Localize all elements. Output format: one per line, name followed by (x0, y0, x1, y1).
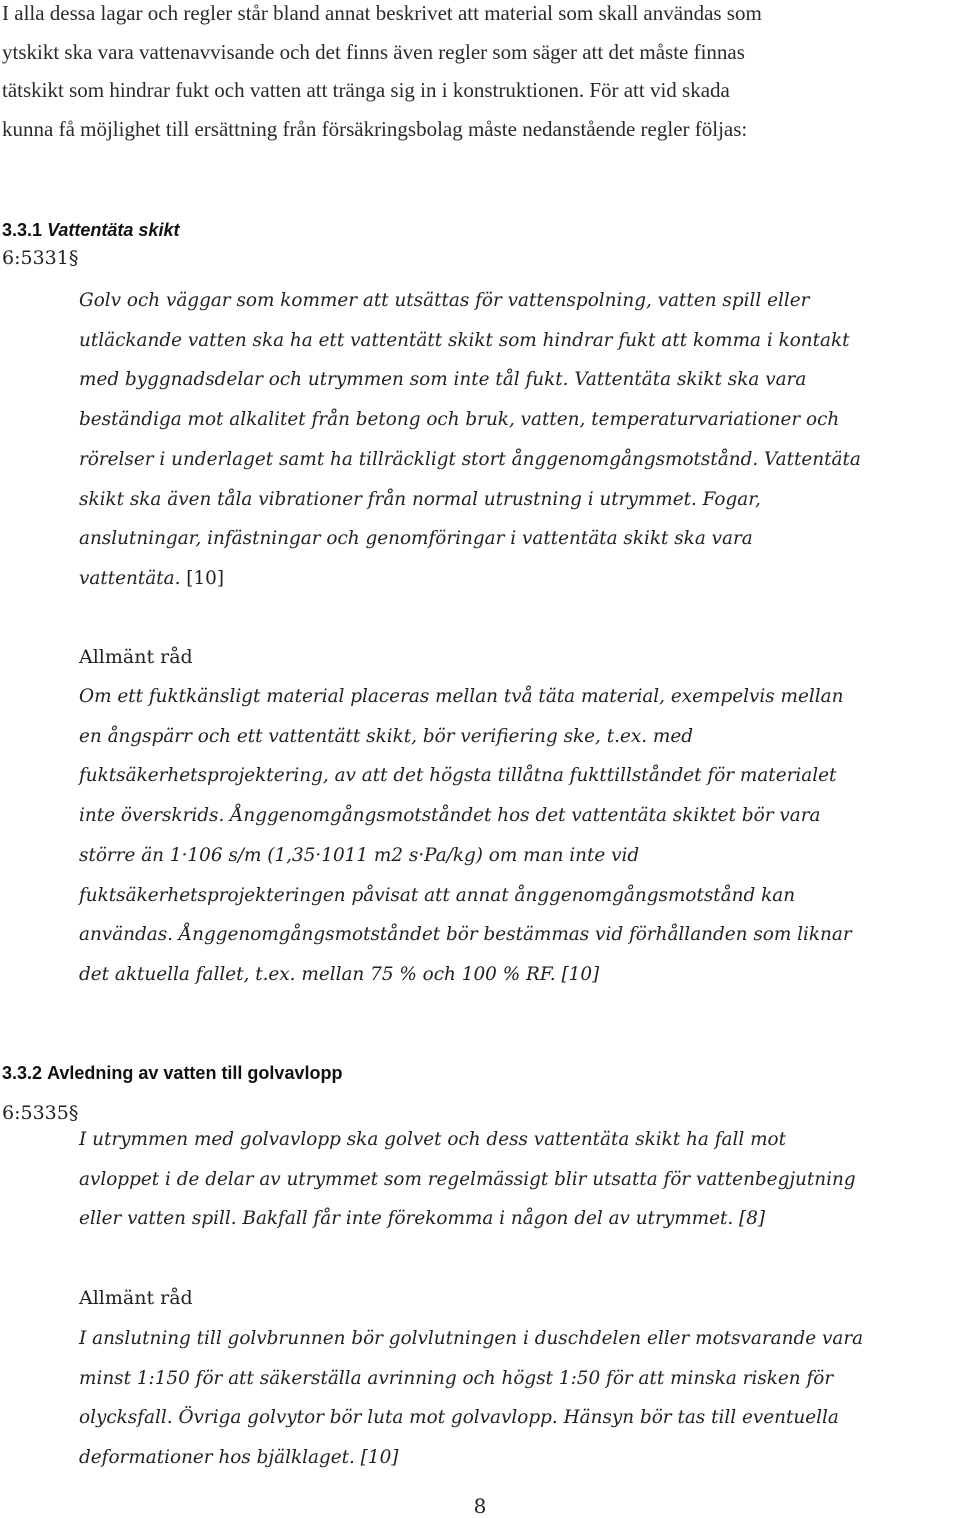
intro-line: I alla dessa lagar och regler står bland annat beskrivet att material som skall användas som (2, 1, 762, 25)
regulation-line: eller vatten spill. Bakfall får inte förekomma i någon del av utrymmet. [8] (79, 1208, 766, 1230)
advice-text (79, 1319, 959, 1478)
regulation-line: med byggnadsdelar och utrymmen som inte tål fukt. Vattentäta skikt ska vara (79, 369, 807, 391)
advice-line: en ångspärr och ett vattentätt skikt, bör verifiering ske, t.ex. med (79, 725, 694, 747)
section-title: Vattentäta skikt (47, 220, 180, 240)
advice-label: Allmänt råd (79, 646, 193, 668)
advice-text (79, 677, 959, 995)
regulation-line: utläckande vatten ska ha ett vattentätt skikt som hindrar fukt att komma i kontakt (79, 329, 850, 351)
advice-line: inte överskrids. Ånggenomgångsmotståndet hos det vattentäta skiktet bör vara (79, 805, 821, 827)
regulation-line: I utrymmen med golvavlopp ska golvet och dess vattentäta skikt ha fall mot (79, 1129, 786, 1150)
advice-line: större än 1·106 s/m (1,35·1011 m2 s·Pa/kg) om man inte vid (79, 844, 640, 866)
page-number: 8 (473, 1494, 487, 1518)
regulation-text (79, 281, 959, 599)
intro-line: tätskikt som hindrar fukt och vatten att tränga sig in i konstruktionen. För att vid skada (2, 78, 730, 102)
intro-line: kunna få möjlighet till ersättning från försäkringsbolag måste nedanstående regler följas: (2, 116, 748, 141)
section-number: 3.3.1 (2, 220, 43, 240)
regulation-line: beständiga mot alkalitet från betong och bruk, vatten, temperaturvariationer och (79, 409, 840, 431)
advice-line: deformationer hos bjälklaget. [10] (79, 1447, 399, 1469)
advice-line: Om ett fuktkänsligt material placeras mellan två täta material, exempelvis mellan (79, 686, 844, 707)
advice-line: fuktsäkerhetsprojekteringen påvisat att annat ånggenomgångsmotstånd kan (79, 884, 796, 906)
advice-line: det aktuella fallet, t.ex. mellan 75 % och 100 % RF. [10] (79, 963, 600, 985)
regulation-reference: 6:5331§ (2, 247, 79, 269)
regulation-line: rörelser i underlaget samt ha tillräckligt stort ånggenomgångsmotstånd. Vattentäta (79, 448, 861, 470)
regulation-line: Golv och väggar som kommer att utsättas för vattenspolning, vatten spill eller (79, 290, 810, 311)
intro-paragraph (2, 0, 954, 148)
section-number: 3.3.2 (2, 1063, 43, 1083)
regulation-line: skikt ska även tåla vibrationer från normal utrustning i utrymmet. Fogar, (79, 488, 761, 510)
regulation-text (79, 1120, 959, 1239)
advice-line: fuktsäkerhetsprojektering, av att det högsta tillåtna fukttillståndet för materialet (79, 765, 837, 787)
citation: [10] (186, 567, 225, 589)
advice-line: olycksfall. Övriga golvytor bör luta mot golvavlopp. Hänsyn bör tas till eventuella (79, 1407, 839, 1429)
regulation-reference: 6:5335§ (2, 1102, 79, 1124)
intro-line: ytskikt ska vara vattenavvisande och det finns även regler som säger att det måste finnas (2, 39, 745, 64)
advice-line: användas. Ånggenomgångsmotståndet bör bestämmas vid förhållanden som liknar (79, 924, 852, 946)
regulation-line: vattentäta. [10] (79, 567, 225, 589)
advice-line: minst 1:150 för att säkerställa avrinning och högst 1:50 för att minska risken för (79, 1367, 834, 1389)
advice-label: Allmänt råd (79, 1287, 193, 1309)
section-heading (2, 218, 179, 242)
regulation-line: avloppet i de delar av utrymmet som regelmässigt blir utsatta för vattenbegjutning (79, 1168, 856, 1190)
section-title: Avledning av vatten till golvavlopp (47, 1063, 343, 1083)
advice-line: I anslutning till golvbrunnen bör golvlutningen i duschdelen eller motsvarande vara (79, 1328, 864, 1349)
regulation-line: anslutningar, infästningar och genomföringar i vattentäta skikt ska vara (79, 528, 753, 550)
section-heading (2, 1061, 342, 1085)
